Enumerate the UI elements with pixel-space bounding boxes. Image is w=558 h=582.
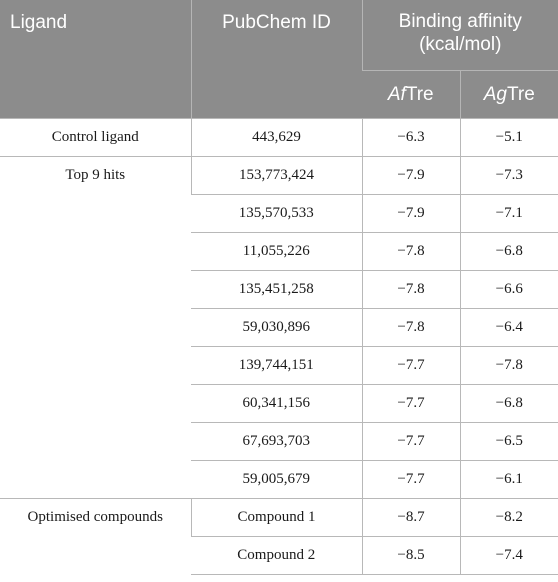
cell-aftre: −7.7 bbox=[362, 461, 460, 499]
cell-pubchem-id: 59,030,896 bbox=[191, 309, 362, 347]
table-row bbox=[0, 119, 558, 157]
header-binding-affinity-label: Binding affinity bbox=[398, 11, 522, 32]
header-aftre-suffix: Tre bbox=[405, 83, 434, 105]
cell-aftre: −6.3 bbox=[362, 119, 460, 157]
header-aftre-italic: Af bbox=[387, 83, 406, 105]
header-ligand: Ligand bbox=[0, 0, 191, 119]
header-agtre-italic: Ag bbox=[483, 83, 507, 105]
header-binding-affinity bbox=[362, 0, 558, 71]
cell-agtre: −7.1 bbox=[460, 195, 558, 233]
cell-pubchem-id: 59,005,679 bbox=[191, 461, 362, 499]
group-control-ligand: Control ligand bbox=[0, 119, 191, 157]
header-row bbox=[0, 0, 558, 71]
cell-aftre: −7.9 bbox=[362, 157, 460, 195]
header-aftre bbox=[362, 71, 460, 119]
cell-agtre: −6.5 bbox=[460, 423, 558, 461]
cell-agtre: −6.1 bbox=[460, 461, 558, 499]
cell-agtre: −7.8 bbox=[460, 347, 558, 385]
cell-pubchem-id: 60,341,156 bbox=[191, 385, 362, 423]
cell-aftre: −8.5 bbox=[362, 537, 460, 575]
cell-aftre: −7.9 bbox=[362, 195, 460, 233]
cell-agtre: −5.1 bbox=[460, 119, 558, 157]
cell-agtre: −6.4 bbox=[460, 309, 558, 347]
cell-agtre: −7.4 bbox=[460, 537, 558, 575]
cell-pubchem-id: 135,451,258 bbox=[191, 271, 362, 309]
header-pubchem-id: PubChem ID bbox=[191, 0, 362, 119]
cell-pubchem-id: 443,629 bbox=[191, 119, 362, 157]
cell-pubchem-id: 67,693,703 bbox=[191, 423, 362, 461]
group-top-9-hits: Top 9 hits bbox=[0, 157, 191, 499]
header-agtre-suffix: Tre bbox=[506, 83, 535, 105]
header-units: (kcal/mol) bbox=[419, 34, 502, 55]
cell-pubchem-id: 153,773,424 bbox=[191, 157, 362, 195]
cell-aftre: −7.8 bbox=[362, 233, 460, 271]
cell-pubchem-id: 11,055,226 bbox=[191, 233, 362, 271]
cell-aftre: −7.8 bbox=[362, 271, 460, 309]
cell-aftre: −7.7 bbox=[362, 385, 460, 423]
cell-agtre: −6.6 bbox=[460, 271, 558, 309]
cell-pubchem-id: 135,570,533 bbox=[191, 195, 362, 233]
cell-pubchem-id: 139,744,151 bbox=[191, 347, 362, 385]
cell-agtre: −8.2 bbox=[460, 499, 558, 537]
group-optimised-compounds: Optimised compounds bbox=[0, 499, 191, 575]
cell-agtre: −7.3 bbox=[460, 157, 558, 195]
cell-agtre: −6.8 bbox=[460, 233, 558, 271]
cell-aftre: −7.7 bbox=[362, 347, 460, 385]
header-agtre bbox=[460, 71, 558, 119]
cell-agtre: −6.8 bbox=[460, 385, 558, 423]
cell-aftre: −7.8 bbox=[362, 309, 460, 347]
cell-aftre: −7.7 bbox=[362, 423, 460, 461]
table-row bbox=[0, 157, 558, 195]
cell-aftre: −8.7 bbox=[362, 499, 460, 537]
cell-pubchem-id: Compound 1 bbox=[191, 499, 362, 537]
table-row bbox=[0, 499, 558, 537]
cell-pubchem-id: Compound 2 bbox=[191, 537, 362, 575]
